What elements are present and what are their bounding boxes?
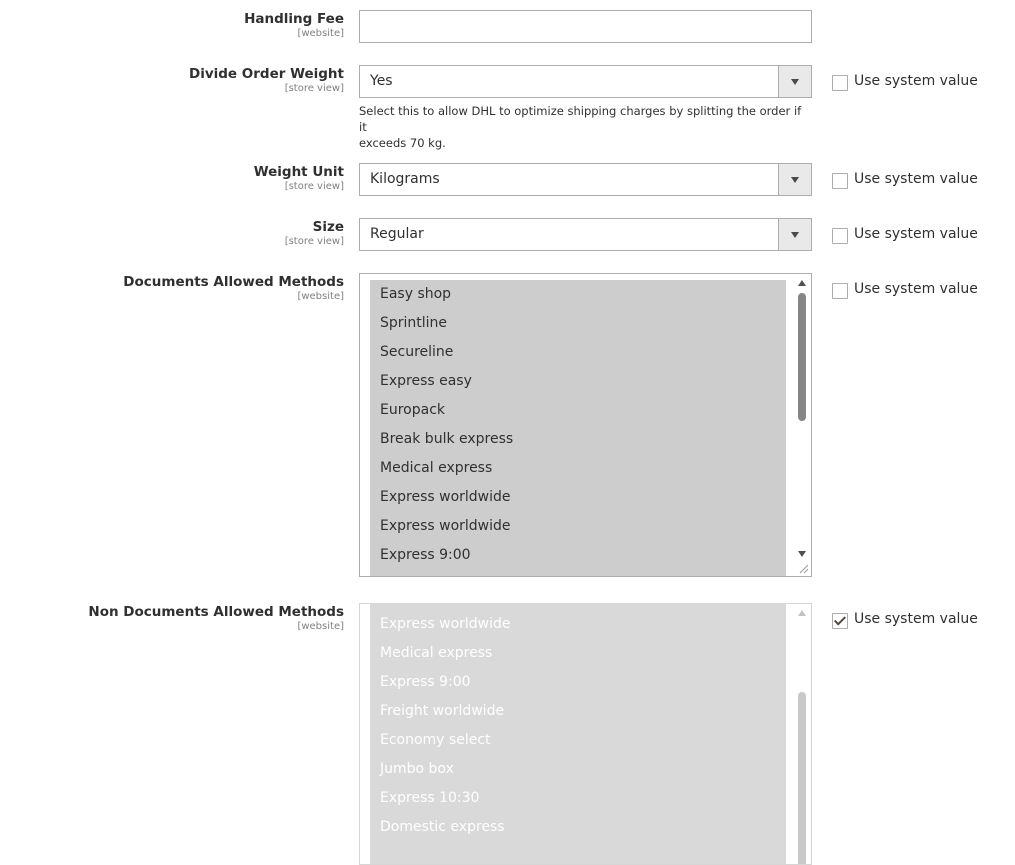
non-documents-option-partial — [370, 603, 786, 610]
weight-unit-scope: [store view] — [284, 181, 344, 192]
size-label-block — [285, 219, 344, 248]
divide-order-weight-note-line1: Select this to allow DHL to optimize shipping charges by splitting the order if it — [359, 104, 802, 134]
non-documents-allowed-methods-options — [370, 603, 786, 865]
documents-option-express-worldwide-2[interactable]: Express worldwide — [380, 518, 511, 534]
documents-option-easy-shop[interactable]: Easy shop — [380, 286, 452, 302]
divide-order-weight-label: Divide Order Weight — [188, 66, 344, 82]
handling-fee-input[interactable] — [359, 10, 812, 43]
chevron-down-icon — [791, 79, 799, 85]
divide-order-weight-note — [359, 103, 809, 151]
resize-handle-icon[interactable] — [799, 564, 809, 574]
weight-unit-use-system-checkbox[interactable] — [832, 173, 848, 189]
non-documents-option-express-9-00: Express 9:00 — [380, 674, 471, 690]
divide-order-weight-use-system-checkbox[interactable] — [832, 75, 848, 91]
documents-option-break-bulk-express[interactable]: Break bulk express — [380, 431, 514, 447]
weight-unit-value: Kilograms — [370, 171, 440, 187]
size-select[interactable] — [359, 218, 812, 251]
divide-order-weight-use-system-label[interactable]: Use system value — [854, 73, 978, 89]
documents-allowed-methods-use-system-label[interactable]: Use system value — [854, 281, 978, 297]
weight-unit-dropdown-button[interactable] — [778, 164, 811, 195]
size-dropdown-button[interactable] — [778, 219, 811, 250]
size-use-system-label[interactable]: Use system value — [854, 226, 978, 242]
non-documents-option-jumbo-box: Jumbo box — [380, 761, 454, 777]
non-documents-option-express-worldwide: Express worldwide — [380, 616, 511, 632]
size-scope: [store view] — [284, 236, 344, 247]
documents-option-sprintline[interactable]: Sprintline — [380, 315, 448, 331]
non-documents-allowed-methods-use-system-label[interactable]: Use system value — [854, 611, 978, 627]
non-documents-option-medical-express: Medical express — [380, 645, 493, 661]
scroll-up-arrow-icon — [798, 610, 806, 616]
scroll-down-arrow-icon[interactable] — [798, 551, 806, 557]
checkmark-icon — [834, 613, 846, 625]
documents-allowed-methods-label-block — [123, 274, 344, 303]
documents-allowed-methods-use-system-checkbox[interactable] — [832, 283, 848, 299]
non-documents-allowed-methods-label: Non Documents Allowed Methods — [88, 604, 344, 620]
documents-allowed-methods-label: Documents Allowed Methods — [123, 274, 344, 290]
non-documents-allowed-methods-scope: [website] — [297, 621, 344, 632]
documents-allowed-methods-options — [370, 280, 786, 577]
non-documents-option-freight-worldwide: Freight worldwide — [380, 703, 505, 719]
divide-order-weight-note-line2: exceeds 70 kg. — [359, 136, 446, 150]
non-documents-allowed-methods-label-block — [88, 604, 344, 633]
non-documents-allowed-methods-use-system-checkbox[interactable] — [832, 613, 848, 629]
non-documents-option-economy-select: Economy select — [380, 732, 491, 748]
size-use-system-checkbox[interactable] — [832, 228, 848, 244]
divide-order-weight-select[interactable] — [359, 65, 812, 98]
chevron-down-icon — [791, 177, 799, 183]
documents-option-medical-express[interactable]: Medical express — [380, 460, 493, 476]
scroll-up-arrow-icon[interactable] — [798, 280, 806, 286]
non-documents-option-domestic-express: Domestic express — [380, 819, 505, 835]
documents-allowed-methods-multiselect[interactable] — [359, 273, 812, 577]
divide-order-weight-scope: [store view] — [284, 83, 344, 94]
documents-option-express-9-00[interactable]: Express 9:00 — [380, 547, 471, 563]
handling-fee-label: Handling Fee — [244, 11, 344, 27]
handling-fee-label-block — [244, 11, 344, 40]
divide-order-weight-value: Yes — [370, 73, 393, 89]
non-documents-allowed-methods-multiselect — [359, 603, 812, 865]
size-label: Size — [312, 219, 344, 235]
divide-order-weight-label-block — [189, 66, 344, 95]
divide-order-weight-dropdown-button[interactable] — [778, 66, 811, 97]
documents-allowed-methods-scope: [website] — [297, 291, 344, 302]
handling-fee-scope: [website] — [297, 28, 344, 39]
weight-unit-label-block — [254, 164, 344, 193]
non-documents-option-express-10-30: Express 10:30 — [380, 790, 480, 806]
weight-unit-select[interactable] — [359, 163, 812, 196]
weight-unit-label: Weight Unit — [253, 164, 344, 180]
chevron-down-icon — [791, 232, 799, 238]
non-documents-scrollbar-thumb — [798, 692, 806, 865]
documents-option-express-worldwide[interactable]: Express worldwide — [380, 489, 511, 505]
documents-option-express-easy[interactable]: Express easy — [380, 373, 472, 389]
weight-unit-use-system-label[interactable]: Use system value — [854, 171, 978, 187]
documents-option-secureline[interactable]: Secureline — [380, 344, 454, 360]
documents-scrollbar-thumb[interactable] — [798, 293, 806, 421]
documents-option-europack[interactable]: Europack — [380, 402, 446, 418]
size-value: Regular — [370, 226, 424, 242]
